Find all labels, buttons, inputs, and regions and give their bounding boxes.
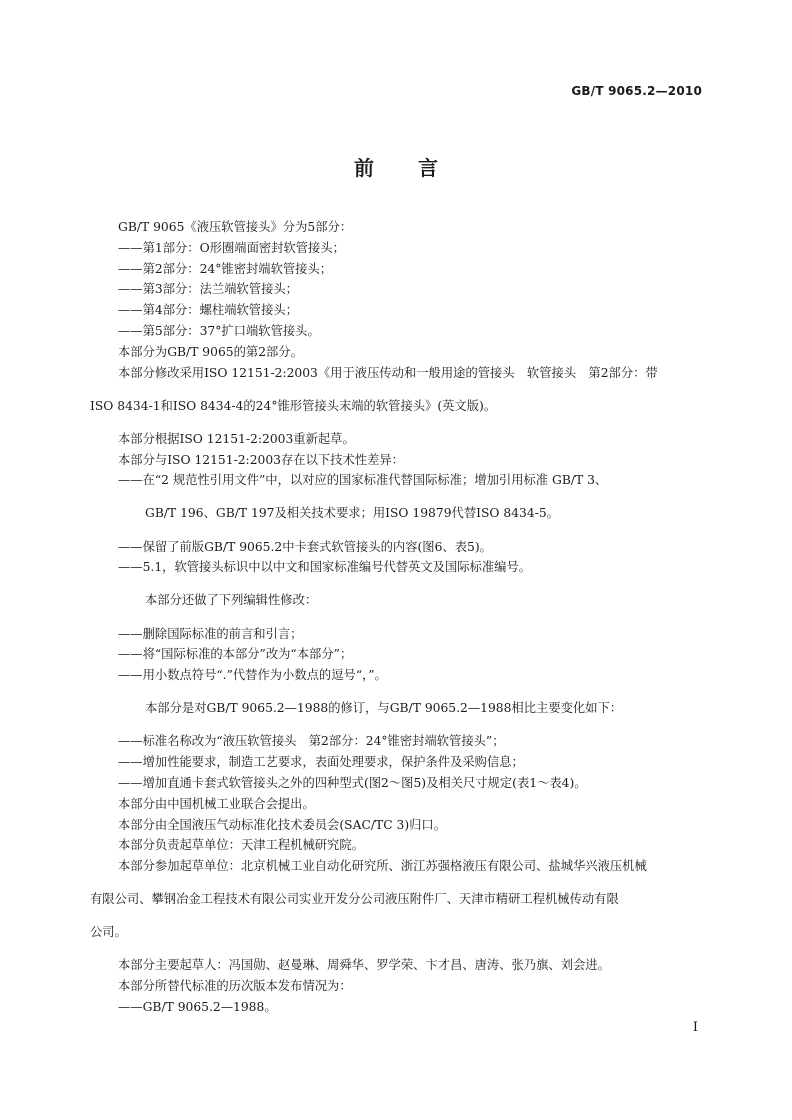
- list-item: ——第1部分：O形圈端面密封软管接头；: [118, 240, 345, 255]
- list-item: ——将“国际标准的本部分”改为“本部分”；: [118, 647, 353, 662]
- list-item: ——第4部分：螺柱端软管接头；: [118, 303, 298, 318]
- list-item-continuation: GB/T 196、GB/T 197及相关技术要求；用ISO 19879代替ISO 8434-5。: [145, 506, 559, 521]
- paragraph: 本部分与ISO 12151-2:2003存在以下技术性差异：: [118, 452, 404, 467]
- paragraph: 本部分修改采用ISO 12151-2:2003《用于液压传动和一般用途的管接头 软管接头 第2部分：带: [118, 365, 658, 380]
- paragraph-continuation: ISO 8434-1和ISO 8434-4的24°锥形管接头末端的软管接头》(英文版)。: [90, 398, 497, 413]
- list-item: ——第5部分：37°扩口端软管接头。: [118, 323, 320, 338]
- paragraph: GB/T 9065《液压软管接头》分为5部分：: [118, 220, 353, 234]
- paragraph: 本部分负责起草单位：天津工程机械研究院。: [118, 838, 364, 853]
- list-item: ——第2部分：24°锥密封端软管接头；: [118, 261, 333, 276]
- list-item: ——第3部分：法兰端软管接头；: [118, 282, 298, 297]
- paragraph: 本部分所替代标准的历次版本发布情况为：: [118, 979, 352, 994]
- list-item: ——增加直通卡套式软管接头之外的四种型式(图2～图5)及相关尺寸规定(表1～表4)。: [118, 775, 587, 790]
- list-item: ——标准名称改为“液压软管接头 第2部分：24°锥密封端软管接头”；: [118, 734, 505, 749]
- paragraph: 本部分由中国机械工业联合会提出。: [118, 796, 315, 811]
- list-item: ——用小数点符号“.”代替作为小数点的逗号“，”。: [118, 668, 387, 683]
- standard-code: GB/T 9065.2—2010: [571, 84, 702, 98]
- page-number: I: [692, 1020, 698, 1035]
- paragraph: 本部分还做了下列编辑性修改：: [145, 593, 318, 608]
- document-body: [90, 217, 704, 1018]
- paragraph: 本部分参加起草单位：北京机械工业自动化研究所、浙江苏强格液压有限公司、盐城华兴液压机械: [118, 859, 647, 874]
- list-item: ——删除国际标准的前言和引言；: [118, 626, 303, 641]
- paragraph: 本部分根据ISO 12151-2:2003重新起草。: [118, 431, 355, 446]
- paragraph-continuation: 公司。: [90, 925, 127, 940]
- paragraph: 本部分为GB/T 9065的第2部分。: [118, 344, 303, 359]
- paragraph: 本部分主要起草人：冯国勋、赵曼琳、周舜华、罗学荣、卞才昌、唐涛、张乃旗、刘会进。: [118, 958, 610, 973]
- paragraph: 本部分是对GB/T 9065.2—1988的修订，与GB/T 9065.2—1988相比主要变化如下：: [145, 701, 623, 716]
- list-item: ——增加性能要求，制造工艺要求，表面处理要求，保护条件及采购信息；: [118, 755, 524, 770]
- page-title: 前言: [354, 156, 482, 180]
- list-item: ——GB/T 9065.2—1988。: [118, 999, 277, 1014]
- paragraph-continuation: 有限公司、攀钢冶金工程技术有限公司实业开发分公司液压附件厂、天津市精研工程机械传动有限: [90, 892, 619, 907]
- list-item: ——保留了前版GB/T 9065.2中卡套式软管接头的内容(图6、表5)。: [118, 539, 492, 554]
- paragraph: 本部分由全国液压气动标准化技术委员会(SAC/TC 3)归口。: [118, 817, 447, 832]
- list-item: ——5.1，软管接头标识中以中文和国家标准编号代替英文及国际标准编号。: [118, 560, 532, 575]
- list-item: ——在“2 规范性引用文件”中，以对应的国家标准代替国际标准；增加引用标准 GB/T 3、: [118, 473, 608, 488]
